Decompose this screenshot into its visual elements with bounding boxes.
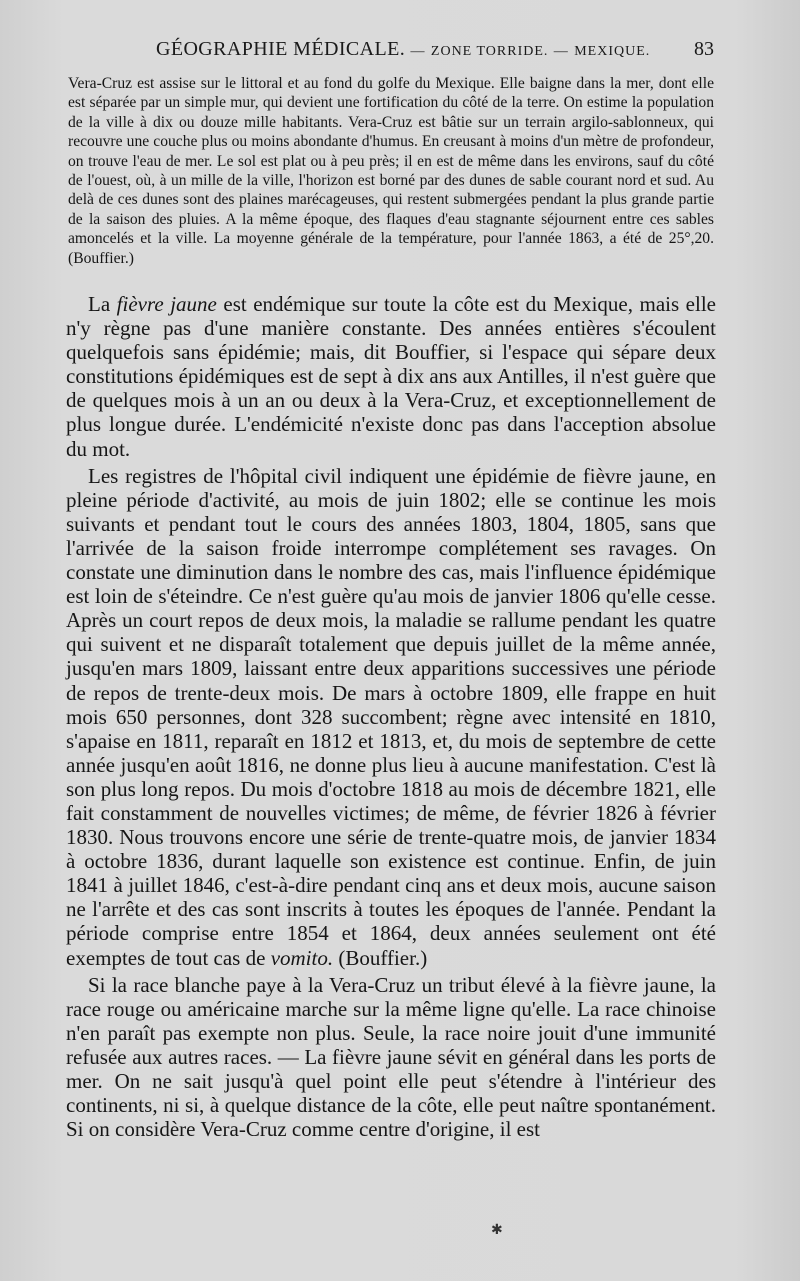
intro-section (68, 74, 714, 268)
intro-paragraph: Vera-Cruz est assise sur le littoral et au fond du golfe du Mexique. Elle baigne dans la mer, dont elle est séparée par un simple mur, qui devient une fortification du côté de la terre. On estime la population de la ville à dix ou douze mille habitants. Vera-Cruz est bâtie sur un terrain argilo-sablonneux, qui recouvre une couche plus ou moins abondante d'humus. En creusant à moins d'un mètre de profondeur, on trouve l'eau de mer. Le sol est plat ou à peu près; il en est de même dans les environs, sauf du côté de l'ouest, où, à un mille de la ville, l'horizon est borné par des dunes de sable courant nord et sud. Au delà de ces dunes sont des plaines marécageuses, qui restent submergées pendant la plus grande partie de la saison des pluies. A la même époque, des flaques d'eau stagnante séjournent entre ces sables amoncelés et la ville. La moyenne générale de la température, pour l'année 1863, a été de 25°,20. (Bouffier.) (68, 75, 714, 267)
main-text (66, 292, 716, 1141)
paragraph-race: Si la race blanche paye à la Vera-Cruz un tribut élevé à la fièvre jaune, la race rouge ou américaine marche sur la même ligne qu'elle. La race chinoise n'en paraît pas exempte non plus. Seule, la race noire jouit d'une immunité refusée aux autres races. — La fièvre jaune sévit en général dans les ports de mer. On ne sait jusqu'à quel point elle peut s'étendre à l'intérieur des continents, ni si, à quelque distance de la côte, elle peut naître spontanément. Si on considère Vera-Cruz comme centre d'origine, il est (66, 972, 716, 1142)
header-title: GÉOGRAPHIE MÉDICALE. (156, 38, 406, 60)
paragraph-lead: La (88, 292, 117, 316)
paragraph-citation: (Bouffier.) (333, 945, 428, 970)
header-zone: ZONE TORRIDE. (430, 44, 549, 59)
paragraph-rest: est endémique sur toute la côte est du Mexique, mais elle n'y règne pas d'une manière constante. Des années entières s'écoulent quelquefois sans épidémie; mais, dit Bouffier, si l'espace qui sépare deux constitutions épidémiques est de sept à dix ans aux Antilles, il n'est guère que de quelques mois à un an ou deux à la Vera-Cruz, et exceptionnellement de plus longue durée. L'endémicité n'existe donc pas dans l'acception absolue du mot. (66, 292, 716, 461)
header-country: MEXIQUE. (574, 44, 651, 59)
header-dash: — (553, 44, 569, 59)
header-dash: — (410, 44, 426, 59)
paragraph-text: Les registres de l'hôpital civil indiquent une épidémie de fièvre jaune, en pleine période d'activité, au mois de juin 1802; elle se continue les mois suivants et pendant tout le cours des années 1803, 1804, 1805, sans que l'arrivée de la saison froide interrompe complétement ses ravages. On constate une diminution dans le nombre des cas, mais l'influence épidémique est loin de s'éteindre. Ce n'est guère qu'au mois de janvier 1806 qu'elle cesse. Après un court repos de deux mois, la maladie se rallume pendant les quatre qui suivent et ne disparaît totalement que depuis juillet de la même année, jusqu'en mars 1809, laissant entre deux apparitions successives une période de repos de trente-deux mois. De mars à octobre 1809, elle frappe en huit mois 650 personnes, dont 328 succombent; règne avec intensité en 1810, s'apaise en 1811, reparaît en 1812 et 1813, et, du mois de septembre de cette année jusqu'en août 1816, ne donne plus lieu à aucune manifestation. C'est là son plus long repos. Du mois d'octobre 1818 au mois de décembre 1821, elle fait constamment de nouvelles victimes; de même, de février 1826 à février 1830. Nous trouvons encore une série de trente-quatre mois, de janvier 1834 à octobre 1836, durant laquelle son existence est continue. Enfin, de juin 1841 à juillet 1846, c'est-à-dire pendant cinq ans et deux mois, aucune saison ne l'arrête et des cas sont inscrits à toutes les époques de l'année. Pendant la période comprise entre 1854 et 1864, deux années seulement ont été exemptes de tout cas de (66, 463, 716, 970)
italic-term: vomito. (270, 945, 334, 970)
paragraph-fievre-jaune (66, 292, 716, 461)
running-title (156, 38, 650, 61)
footer-ornament-icon: ✱ (491, 1222, 503, 1238)
italic-term: fièvre jaune (116, 292, 217, 316)
paragraph-registres (66, 464, 716, 970)
running-header (68, 38, 714, 68)
page-number: 83 (694, 38, 714, 60)
